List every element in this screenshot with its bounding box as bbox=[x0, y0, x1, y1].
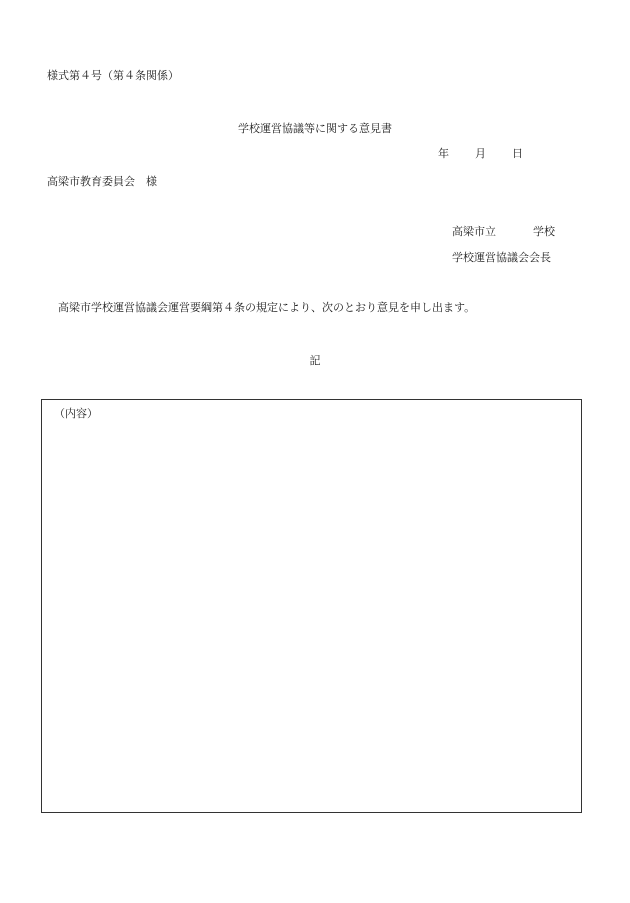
sender-title: 学校運営協議会会長 bbox=[452, 251, 551, 264]
body-text: 高梁市学校運営協議会運営要綱第４条の規定により、次のとおり意見を申し出ます。 bbox=[58, 301, 476, 314]
date-month-label: 月 bbox=[475, 147, 486, 160]
sender-school-suffix: 学校 bbox=[533, 225, 555, 238]
sender-school-prefix: 高梁市立 bbox=[452, 225, 496, 238]
sender-school bbox=[452, 226, 555, 237]
date-line bbox=[438, 148, 523, 159]
content-label: （内容） bbox=[54, 407, 98, 420]
document-title: 学校運営協議等に関する意見書 bbox=[238, 122, 392, 135]
recipient: 高梁市教育委員会 様 bbox=[47, 175, 157, 188]
date-year-label: 年 bbox=[438, 147, 449, 160]
form-number: 様式第４号（第４条関係） bbox=[47, 69, 179, 82]
content-box[interactable] bbox=[41, 399, 582, 813]
ki-label: 記 bbox=[309, 354, 321, 367]
date-day-label: 日 bbox=[512, 147, 523, 160]
